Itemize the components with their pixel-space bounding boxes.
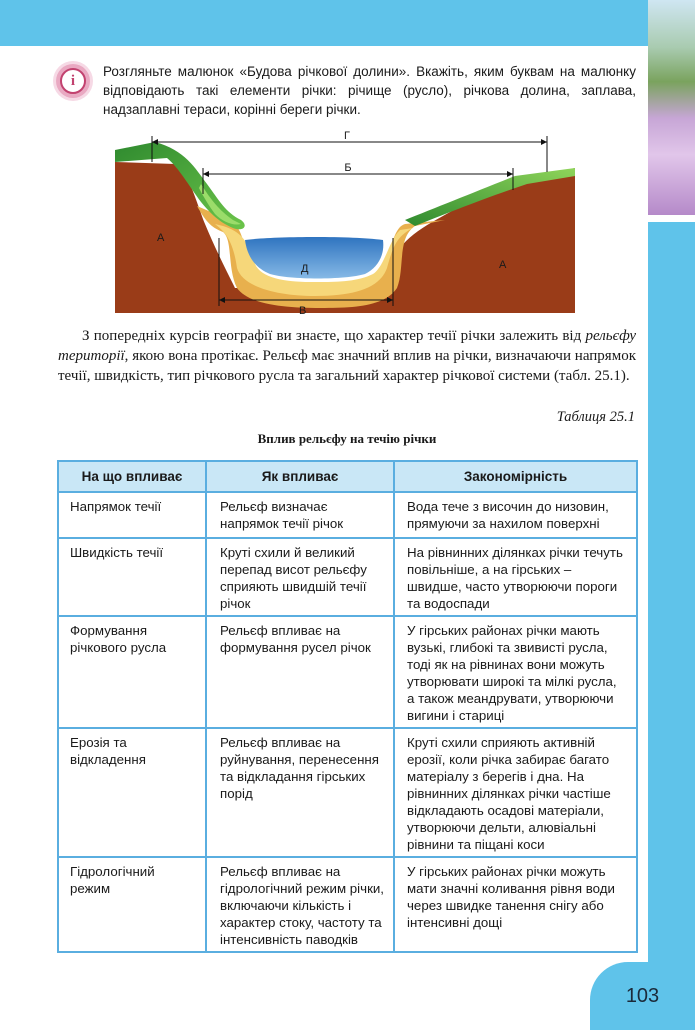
table-row: [58, 538, 637, 616]
table-cell: Швидкість течії: [58, 538, 206, 616]
table-header-row: [58, 461, 637, 492]
table-cell: У гірських районах річки можуть мати значні коливання рівня води через швидке танення снігу або інтенсивні дощі: [394, 857, 637, 952]
decorative-flower-photo: [648, 0, 695, 215]
task-text: Розгляньте малюнок «Будова річкової долини». Вкажіть, яким буквам на малюнку відповідають такі елементи річки: річище (русло), річкова долина, заплава, надзаплавні тераси, корінні береги річки.: [103, 64, 636, 117]
info-icon: i: [56, 64, 90, 98]
table-cell: Рельєф впливає на формування русел річок: [206, 616, 394, 728]
table-cell: Ерозія та відкладення: [58, 728, 206, 857]
table-number: Таблиця 25.1: [556, 409, 635, 425]
emphasis-term: рельєфу території: [58, 328, 636, 364]
side-color-band: [648, 222, 695, 962]
label-b: Б: [344, 162, 352, 174]
table-cell: Круті схили сприяють активній ерозії, коли річка забирає багато матеріалу з берегів і дна. На рівнинних ділянках річки частіше відкладають осадові матеріали, утворюючи дельти, алювіальні рівнини та піщані коси: [394, 728, 637, 857]
table-cell: Формування річкового русла: [58, 616, 206, 728]
top-color-band: [0, 0, 648, 46]
page-number: 103: [590, 962, 695, 1030]
table-row: [58, 857, 637, 952]
label-v: В: [299, 305, 307, 317]
table-title: Вплив рельєфу на течію річки: [257, 431, 437, 446]
label-a-right: А: [499, 259, 507, 271]
label-d: Д: [301, 263, 309, 275]
table-cell: У гірських районах річки мають вузькі, глибокі та звивисті русла, тоді як на рівнинах вони можуть утворювати широкі та мілкі русла, а також меандрувати, утворюючи вигини і стариці: [394, 616, 637, 728]
label-a-left: А: [157, 232, 165, 244]
table-row: [58, 616, 637, 728]
table-cell: Рельєф впливає на руйнування, перенесення та відкладання гірських порід: [206, 728, 394, 857]
table-cell: Вода тече з височин до низовин, прямуючи за нахилом поверхні: [394, 492, 637, 538]
table-cell: Гідрологічний режим: [58, 857, 206, 952]
table-row: [58, 728, 637, 857]
table-cell: Рельєф визначає напрямок течії річок: [206, 492, 394, 538]
table-cell: Рельєф впливає на гідрологічний режим річки, включаючи кількість і характер стоку, частоту та інтенсивність паводків: [206, 857, 394, 952]
relief-influence-table: [57, 460, 638, 953]
river-valley-diagram: [115, 128, 580, 318]
body-paragraph: З попередніх курсів географії ви знаєте, що характер течії річки залежить від рельєфу території, якою вона протікає. Рельєф має значний вплив на річки, визначаючи напрямок течії, швидкість, тип річкового русла та загальний характер річкової системи (табл. 25.1).: [58, 328, 636, 384]
column-header: Як впливає: [206, 461, 394, 492]
column-header: На що впливає: [58, 461, 206, 492]
table-row: [58, 492, 637, 538]
label-g: Г: [344, 130, 350, 142]
table-cell: Напрямок течії: [58, 492, 206, 538]
column-header: Закономірність: [394, 461, 637, 492]
water-shape: [245, 237, 383, 279]
table-cell: Круті схили й великий перепад висот рельєфу сприяють швидшій течії річок: [206, 538, 394, 616]
table-cell: На рівнинних ділянках річки течуть повільніше, а на гірських – швидше, часто утворюючи пороги та водоспади: [394, 538, 637, 616]
